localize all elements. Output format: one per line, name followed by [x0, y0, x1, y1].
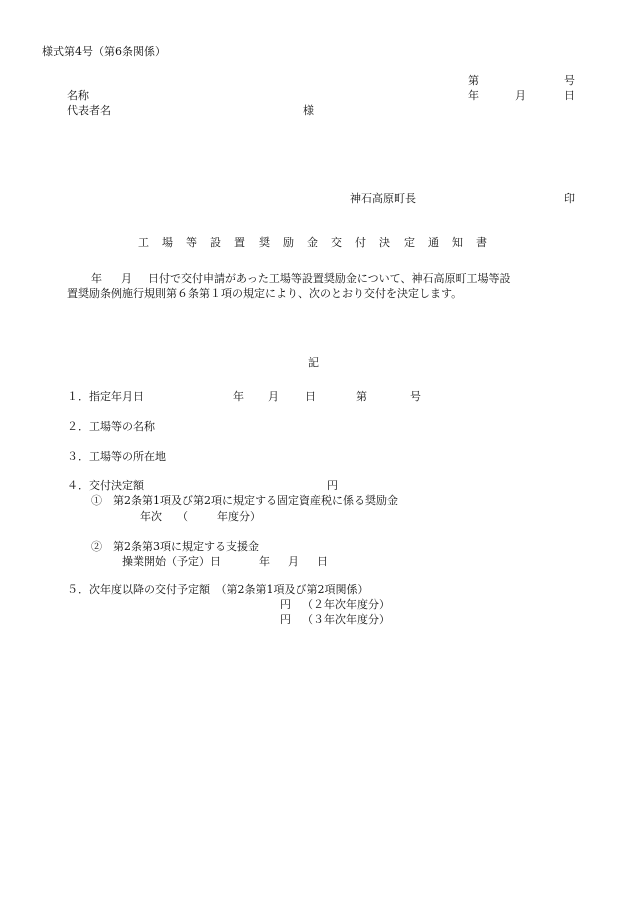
title-char: 通 [428, 236, 439, 249]
item-4-sub-1-label: ① 第2条第1項及び第2項に規定する固定資産税に係る奨励金 [91, 494, 398, 507]
title-char: 定 [404, 236, 415, 249]
title-char: 奨 [259, 236, 270, 249]
title-char: 場 [162, 236, 173, 249]
title-char: 付 [355, 236, 366, 249]
item-1-label: １．指定年月日 [67, 390, 144, 403]
title-char: 交 [331, 236, 342, 249]
item-1-gou-label: 号 [410, 390, 421, 403]
item-4-sub-1-paren: （ [177, 510, 188, 523]
item-5-yen-year-3: 円 [280, 613, 291, 626]
item-4-sub-2-day-label: 日 [317, 555, 328, 568]
document-number-dai: 第 [468, 74, 479, 87]
item-5-year-3-label: （３年次年度分） [302, 613, 390, 626]
item-2-label: ２．工場等の名称 [67, 420, 155, 433]
item-1-month-label: 月 [268, 390, 279, 403]
date-month-label: 月 [515, 89, 526, 102]
form-number-label: 様式第4号（第6条関係） [42, 45, 166, 58]
issuer-name: 神石高原町長 [350, 192, 416, 205]
date-day-label: 日 [564, 89, 575, 102]
body-line-2: 置奨励条例施行規則第６条第１項の規定により、次のとおり交付を決定します。 [67, 287, 463, 300]
item-4-sub-1-nendobun: 年度分） [217, 510, 261, 523]
title-char: 設 [210, 236, 221, 249]
title-char: 金 [307, 236, 318, 249]
recipient-name-label: 名称 [67, 89, 89, 102]
item-4-sub-2-label: ② 第2条第3項に規定する支援金 [91, 540, 259, 553]
item-1-year-label: 年 [233, 390, 244, 403]
item-5-label: ５．次年度以降の交付予定額 （第2条第1項及び第2項関係） [67, 583, 369, 596]
item-1-dai-label: 第 [356, 390, 367, 403]
title-char: 置 [234, 236, 245, 249]
item-4-label: ４．交付決定額 [67, 479, 144, 492]
title-char: 工 [138, 236, 149, 249]
title-char: 書 [476, 236, 487, 249]
item-4-sub-1-nenji: 年次 [140, 510, 162, 523]
ki-heading: 記 [308, 356, 319, 369]
title-char: 励 [283, 236, 294, 249]
item-4-sub-2-month-label: 月 [288, 555, 299, 568]
item-1-day-label: 日 [305, 390, 316, 403]
body-line-1: 日付で交付申請があった工場等設置奨励金について、神石高原町工場等設 [148, 272, 511, 285]
item-5-yen-year-2: 円 [280, 598, 291, 611]
title-char: 等 [186, 236, 197, 249]
title-char: 決 [379, 236, 390, 249]
representative-name-label: 代表者名 [67, 104, 111, 117]
issuer-seal: 印 [564, 192, 575, 205]
item-4-yen-label: 円 [327, 479, 338, 492]
body-month-label: 月 [121, 272, 132, 285]
date-year-label: 年 [468, 89, 479, 102]
body-year-label: 年 [91, 272, 102, 285]
document-number-gou: 号 [564, 74, 575, 87]
honorific-sama: 様 [303, 104, 314, 117]
item-4-sub-2-year-label: 年 [259, 555, 270, 568]
item-4-sub-2-start-label: 操業開始（予定）日 [122, 555, 221, 568]
item-3-label: ３．工場等の所在地 [67, 450, 166, 463]
title-char: 知 [452, 236, 463, 249]
item-5-year-2-label: （２年次年度分） [302, 598, 390, 611]
